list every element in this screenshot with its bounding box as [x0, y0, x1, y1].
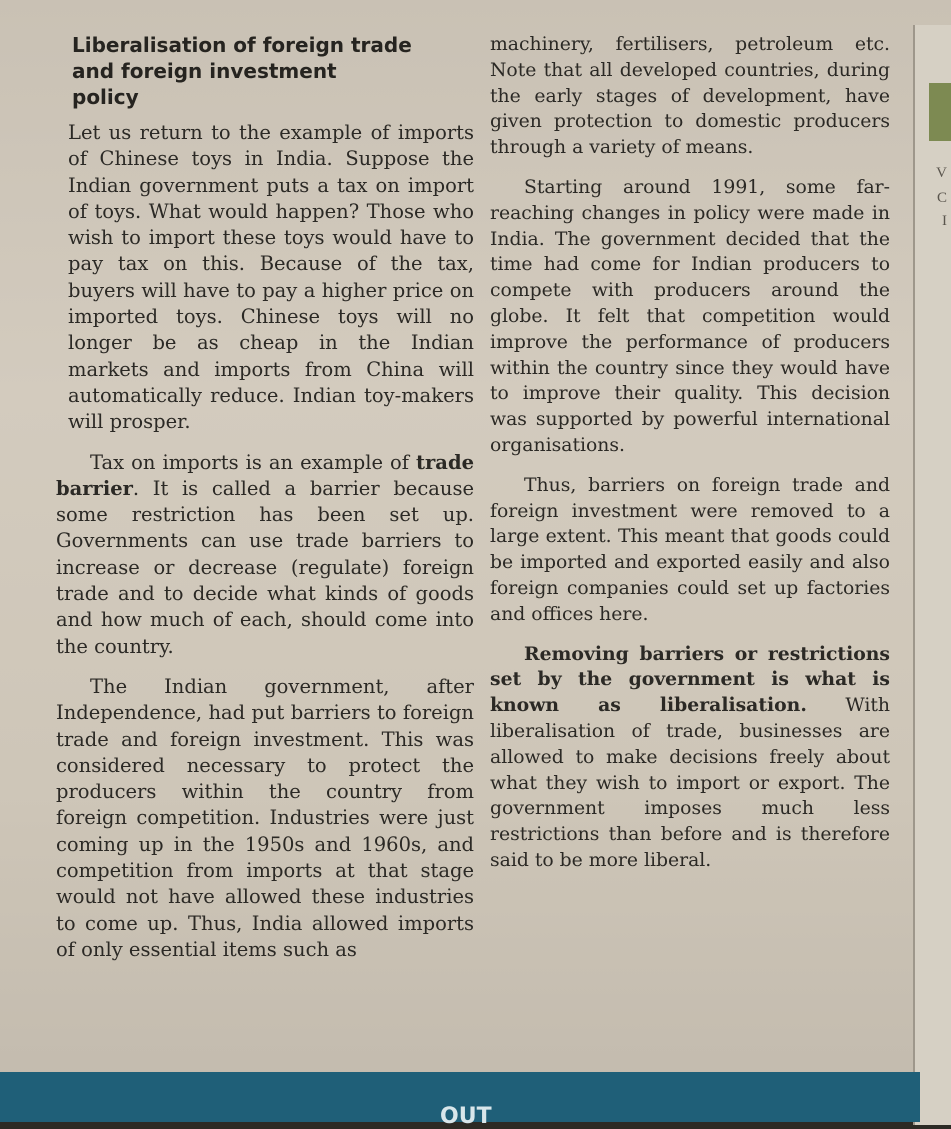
- paragraph-indian-government: The Indian government, after Independence, had put barriers to foreign trade and foreign investment. This was considered necessary to protect the producers within the country from foreign competition. Industries were just coming up in the 1950s and 1960s, and competition from imports at that stage would not have allowed these industries to come up. Thus, India allowed imports of only essential items such as: [56, 674, 474, 961]
- paragraph-1991-changes: Starting around 1991, some far-reaching changes in policy were made in India. The government decided that the time had come for Indian producers to compete with producers around the globe. It felt that competition would improve the performance of producers within the country since they would have to improve their quality. This decision was supported by powerful international organisations.: [490, 176, 890, 456]
- edge-letter: V: [936, 165, 947, 181]
- paragraph-barriers-removed: Thus, barriers on foreign trade and foreign investment were removed to a large extent. This meant that goods could be imported and exported easily and also foreign companies could set up factories and offices here.: [490, 474, 890, 625]
- edge-letter: C: [936, 190, 947, 206]
- definition-liberalisation: Removing barriers or restrictions set by the government is what is known as liberalisation.: [490, 642, 890, 717]
- edge-letter: I: [942, 213, 947, 229]
- paragraph-trade-barrier: [56, 450, 474, 660]
- adjacent-page-edge: [913, 25, 951, 1125]
- paragraph-developed-countries: machinery, fertilisers, petroleum etc. Note that all developed countries, during the early stages of development, have given protection to domestic producers through a variety of means.: [490, 34, 890, 159]
- text-run: With liberalisation of trade, businesses are allowed to make decisions freely about what they wish to import or export. The government imposes much less restrictions than before and is therefore said to be more liberal.: [490, 695, 891, 871]
- text-run: Tax on imports is an example of: [90, 450, 417, 474]
- left-column: [56, 32, 474, 977]
- bottom-color-band: [0, 1072, 920, 1129]
- text-run: . It is called a barrier because some restriction has been set up. Governments can use trade barriers to increase or decrease (regulate) foreign trade and to decide what kinds of goods and how much of each, should come into the country.: [56, 476, 474, 658]
- section-heading: Liberalisation of foreign trade and foreign investment policy: [72, 33, 412, 109]
- paragraph-imports-example: Let us return to the example of imports of Chinese toys in India. Suppose the Indian government puts a tax on import of toys. What would happen? Those who wish to import these toys would have to pay tax on this. Because of the tax, buyers will have to pay a higher price on imported toys. Chinese toys will no longer be as cheap in the Indian markets and imports from China will automatically reduce. Indian toy-makers will prosper.: [68, 121, 474, 434]
- right-column: [490, 32, 890, 888]
- band-heading-cutoff: OUT: [440, 1104, 492, 1129]
- term-trade-barrier: trade barrier: [56, 450, 474, 500]
- colored-tab: [929, 83, 951, 141]
- paragraph-liberalisation: [490, 642, 890, 874]
